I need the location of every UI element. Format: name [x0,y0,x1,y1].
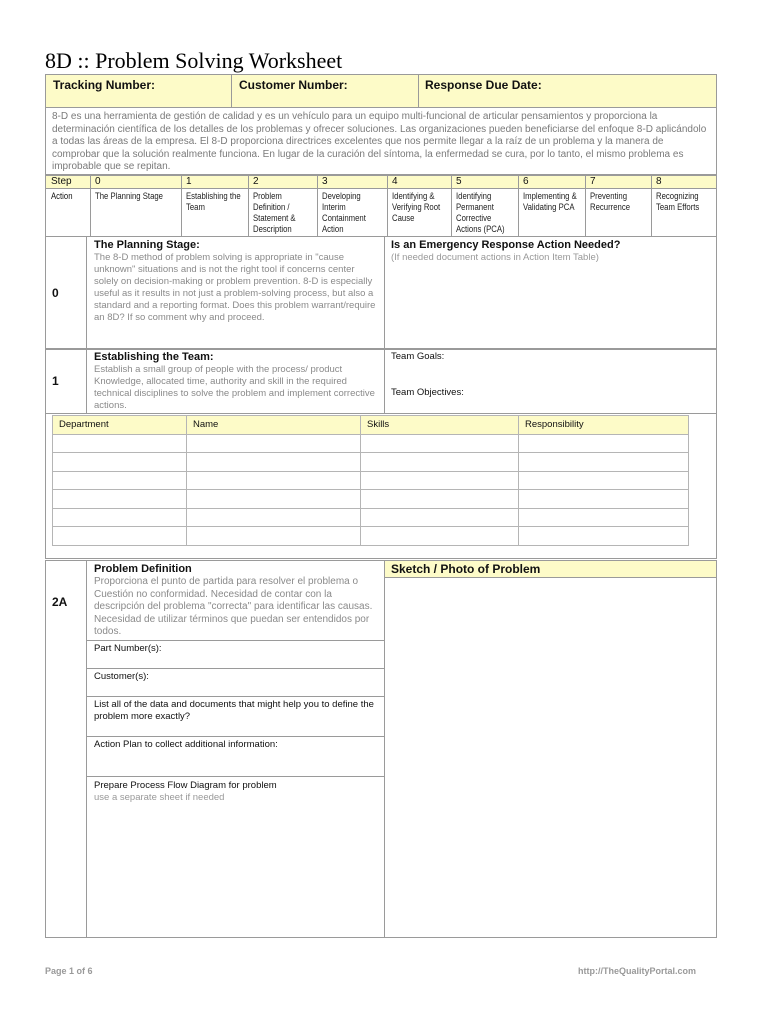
step-action-cell: Developing Interim Containment Action [322,191,366,234]
sketch-photo-heading: Sketch / Photo of Problem [391,562,541,576]
divider [45,413,717,414]
step-action-cell: Identifying Permanent Corrective Actions (PCA) [456,191,505,234]
table-cell[interactable] [187,508,361,527]
table-cell[interactable] [519,434,689,453]
step-label: Step [51,176,72,187]
section-heading: Problem Definition [94,563,192,575]
divider [317,175,318,237]
step-number: 0 [52,286,59,300]
table-row [53,434,689,453]
table-cell[interactable] [519,527,689,546]
website-link[interactable]: http://TheQualityPortal.com [578,966,697,976]
section-heading: The Planning Stage: [94,239,200,251]
divider [181,175,182,237]
table-cell[interactable] [361,471,519,490]
table-cell[interactable] [53,490,187,509]
table-cell[interactable] [187,453,361,472]
column-header: Name [187,416,361,435]
action-label: Action [51,191,73,201]
response-due-date-label: Response Due Date: [425,78,542,92]
divider [86,640,384,641]
table-cell[interactable] [53,434,187,453]
step-action-cell: Identifying & Verifying Root Cause [392,191,441,223]
step-number: 1 [52,374,59,388]
action-plan-label: Action Plan to collect additional information: [94,739,278,750]
divider [90,175,91,237]
divider [384,349,385,414]
step-action-cell: Problem Definition / Statement & Description [253,191,296,234]
divider [387,175,388,237]
table-cell[interactable] [53,508,187,527]
customers-label: Customer(s): [94,671,149,682]
table-cell[interactable] [519,453,689,472]
table-cell[interactable] [361,490,519,509]
column-header: Department [53,416,187,435]
page-title: 8D :: Problem Solving Worksheet [45,48,343,73]
tracking-number-label: Tracking Number: [53,78,156,92]
table-cell[interactable] [519,490,689,509]
divider [248,175,249,237]
customer-number-label: Customer Number: [239,78,348,92]
table-cell[interactable] [187,490,361,509]
divider [384,237,385,349]
page-number: Page 1 of 6 [45,966,93,976]
step-action-cell: Establishing the Team [186,191,241,212]
table-cell[interactable] [361,527,519,546]
table-cell[interactable] [53,453,187,472]
divider [86,560,87,938]
step-number-cell: 1 [186,176,192,187]
divider [451,175,452,237]
team-goals-label: Team Goals: [391,351,445,362]
emergency-response-note: (If needed document actions in Action Item Table) [391,252,599,263]
table-row [53,471,689,490]
emergency-response-question: Is an Emergency Response Action Needed? [391,239,621,251]
process-flow-note: use a separate sheet if needed [94,792,225,803]
table-cell[interactable] [53,527,187,546]
step-number-cell: 0 [95,176,101,187]
column-header: Responsibility [519,416,689,435]
divider [86,349,87,414]
process-flow-label: Prepare Process Flow Diagram for problem [94,780,277,791]
steps-row-bg [45,175,717,189]
step-number-cell: 3 [322,176,328,187]
divider [384,560,385,938]
section-description: The 8-D method of problem solving is appropriate in "cause unknown" situations and is not the right tool if concerns center solely on decision-making or problem prevention. 8-D is especially useful as it results in not just a problem-solving process, but also a standard and a reporting format. Does this problem warrant/require an 8D? If so comment why and proceed. [94,252,376,323]
divider [86,668,384,669]
step-number-cell: 5 [456,176,462,187]
table-row [53,508,689,527]
table-cell[interactable] [361,434,519,453]
team-table [52,415,689,546]
table-cell[interactable] [519,508,689,527]
divider [86,696,384,697]
divider [651,175,652,237]
step-number: 2A [52,595,68,609]
section-heading: Establishing the Team: [94,351,214,363]
table-cell[interactable] [187,434,361,453]
divider [231,74,232,108]
table-cell[interactable] [53,471,187,490]
section-description: Establish a small group of people with the process/ product Knowledge, allocated time, authority and skill in the required technical disciplines to solve the problem and implement corrective actions. [94,364,375,411]
divider [518,175,519,237]
divider [585,175,586,237]
part-number-label: Part Number(s): [94,643,162,654]
divider [86,776,384,777]
step-number-cell: 6 [523,176,529,187]
table-cell[interactable] [361,508,519,527]
intro-paragraph: 8-D es una herramienta de gestión de calidad y es un vehículo para un equipo multi-funcional de articular pensamientos y proporciona la determinación científica de los detalles de los problemas y ofrecer soluciones. Las organizaciones pueden beneficiarse del enfoque 8-D aplicándolo a todas las áreas de la empresa. El 8-D proporciona directrices excelentes que nos permite llegar a la raíz de un problema y la manera de comprobar que la solución realmente funciona. En lugar de la curación del síntoma, la enfermedad se cura, por lo tanto, el mismo problema es improbable que se repitan. [45,108,717,175]
step-number-cell: 2 [253,176,259,187]
step-action-cell: Recognizing Team Efforts [656,191,700,212]
step-action-cell: Implementing & Validating PCA [523,191,577,212]
divider [86,736,384,737]
steps-table [45,175,717,237]
section-description: Proporciona el punto de partida para resolver el problema o Cuestión no conformidad. Necesidad de contar con la descripción del problema "correcta" para identificar las causas. Necesidad de utilizar términos que puedan ser entendidos por todos. [94,576,373,637]
table-cell[interactable] [519,471,689,490]
table-header-row [53,416,689,435]
table-cell[interactable] [187,471,361,490]
table-cell[interactable] [187,527,361,546]
divider [86,237,87,349]
step-number-cell: 4 [392,176,398,187]
data-documents-label: List all of the data and documents that might help you to define the problem more exactly? [94,699,374,722]
step-number-cell: 7 [590,176,596,187]
table-row [53,453,689,472]
table-row [53,527,689,546]
step-number-cell: 8 [656,176,662,187]
step-action-cell: Preventing Recurrence [590,191,631,212]
table-cell[interactable] [361,453,519,472]
table-row [53,490,689,509]
column-header: Skills [361,416,519,435]
team-objectives-label: Team Objectives: [391,387,464,398]
step-action-cell: The Planning Stage [95,191,163,201]
